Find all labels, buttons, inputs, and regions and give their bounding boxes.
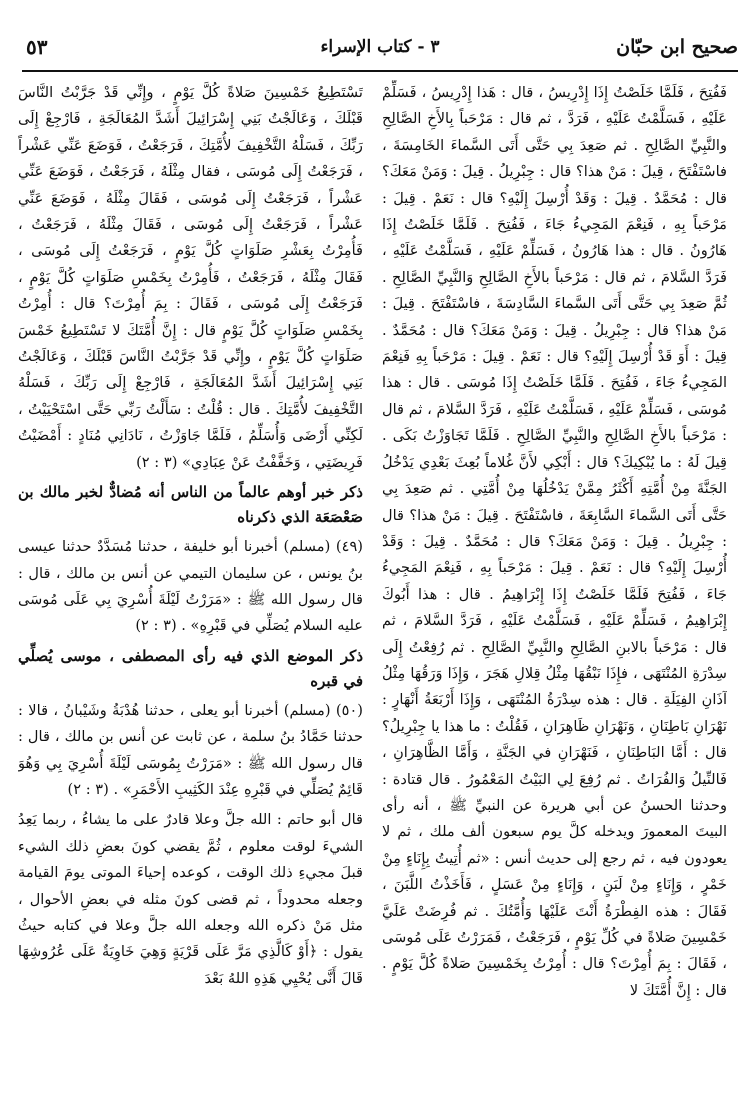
hadith-continuation-text: فَفُتِحَ ، فَلَمَّا خَلَصْتُ إِذَا إِدْرِيسُ ، قال : هَذا إِدْرِيسُ ، فَسَلِّمْ عَلَيْهِ ، فَسَلَّمْتُ عَلَيْهِ ، فَرَدَّ ، ثم قال : مَرْحَباً بِالأَخِ الصَّالِحِ والنَّبِيِّ الصَّالِحِ . ثم صَعِدَ بِي حَتَّى أَتَى السَّماءَ الخَامِسَةَ ، فاسْتَفْتَحَ ، قِيلَ : مَنْ هذا؟ قال : جِبْرِيلُ . قِيلَ : وَمَنْ مَعَكَ؟ قال : مُحَمَّدٌ . قِيلَ : وَقَدْ أُرْسِلَ إِلَيْهِ؟ قال : نَعَمْ . قِيلَ : مَرْحَباً بِهِ ، فَنِعْمَ المَجِيءُ جَاءَ ، فَفُتِحَ . فَلَمَّا خَلَصْتُ إِذَا هَارُونُ . قال : هذا هَارُونُ ، فَسَلِّمْ عَلَيْهِ ، فَسَلَّمْتُ عَلَيْهِ ، فَرَدَّ السَّلامَ ، ثم قال : مَرْحَباً بالأَخِ الصَّالِحِ وَالنَّبِيِّ الصَّالِحِ . ثُمَّ صَعِدَ بِي حَتَّى أَتَى السَّماءَ السَّادِسَةَ ، فاسْتَفْتَحَ . قِيلَ : مَنْ هذا؟ قال : جِبْرِيلُ . قِيلَ : وَمَنْ مَعَكَ؟ قال : مُحَمَّدٌ . قِيلَ : أَوَ قَدْ أُرْسِلَ إِلَيْهِ؟ قال : نَعَمْ . قِيلَ : مَرْحَباً بِهِ فَنِعْمَ المَجِيءُ جَاءَ ، فَفُتِحَ . فَلَمَّا خَلَصْتُ إِذَا مُوسَى . قال : هذا مُوسَى ، فَسَلِّمْ عَلَيْهِ ، فَسَلَّمْتُ عَلَيْهِ ، فَرَدَّ السَّلامَ ، ثم قال : مَرْحَباً بالأَخِ الصَّالِحِ والنَّبِيِّ الصَّالِحِ . فَلَمَّا تَجَاوَزْتُ بَكَى . قِيلَ لَهُ : ما يُبْكِيكَ؟ قال : أَبْكِي لأَنَّ غُلاماً بُعِثَ بَعْدِي يَدْخُلُ الجَنَّةَ مِنْ أُمَّتِهِ أَكْثَرُ مِمَّنْ يَدْخُلُهَا مِنْ أُمَّتِي . ثم صَعِدَ بِي حَتَّى أَتَى السَّماءَ السَّابِعَةَ ، فاسْتَفْتَحَ . قِيلَ : مَنْ هذا؟ قال : جِبْرِيلُ . قِيلَ : وَمَنْ مَعَكَ؟ قال : مُحَمَّدٌ . قِيلَ : وَقَدْ أُرْسِلَ إِلَيْهِ؟ قال : نَعَمْ . قِيلَ : مَرْحَباً بِهِ ، فَنِعْمَ المَجِيءُ جَاءَ ، فَفُتِحَ فَلَمَّا خَلَصْتُ إِذَا إِبْرَاهِيمُ . قال : هذا أَبُوكَ إِبْرَاهِيمُ ، فَسَلِّمْ عَلَيْهِ ، فَسَلَّمْتُ عَلَيْهِ ، فَرَدَّ السَّلامَ ، ثم قال : مَرْحَباً بالابنِ الصَّالِحِ والنَّبِيِّ الصَّالِحِ . ثم رُفِعْتُ إِلَى سِدْرَةِ المُنْتَهَى ، فإِذَا نَبْقُهَا مِثْلُ قِلالِ هَجَرَ ، وَإِذَا وَرَقُهَا مِثْلُ آذَانِ الفِيَلَةِ . قال : هذه سِدْرَةُ المُنْتَهَى ، وَإِذَا أَرْبَعَةُ أَنْهَارٍ : نَهْرَانِ بَاطِنَانِ ، وَنَهْرَانِ ظَاهِرَانِ ، فَقُلْتُ : ما هذا يا جِبْرِيلُ؟ قال : أَمَّا البَاطِنَانِ ، فَنَهْرَانِ في الجَنَّةِ ، وَأَمَّا الظَّاهِرَانِ ، فَالنِّيلُ وَالفُرَاتُ . ثم رُفِعَ لِي البَيْتُ المَعْمُورُ . قال قتادة : وحدثنا الحسنُ عن أبي هريرة عن النبيِّ ﷺ ، أنه رأى البيتَ المعمورَ ويدخله كلَّ يوم سبعون ألف ملك ، ثم لا يعودون فيه ، ثم رجع إلى حديث أنس : «ثم أُتِيتُ بِإِنَاءٍ مِنْ خَمْرٍ ، وَإِنَاءٍ مِنْ لَبَنٍ ، وَإِنَاءٍ مِنْ عَسَلٍ ، فَأَخَذْتُ اللَّبَنَ ، فَقَالَ : هذه الفِطْرَةُ أَنْتَ عَلَيْهَا وَأُمَّتُكَ . ثم فُرِضَتْ عَلَيَّ خَمْسِينَ صَلاةً في كُلِّ يَوْمٍ ، فَرَجَعْتُ ، فَمَرَرْتُ عَلَى مُوسَى ، فَقَالَ : بِمَ أُمِرْتَ؟ قال : أُمِرْتُ بِخَمْسِينَ صَلاةً كُلَّ يَوْمٍ . قال : إِنَّ أُمَّتَكَ لا (382, 84, 727, 999)
commentary-text: قال أبو حاتم : الله جلَّ وعلا قادرٌ على ما يشاءُ ، ربما يَعِدُ الشيءَ لوقت معلوم ، ثُمَّ يقضي كونَ بعضِ ذلك الشيء قبلَ مجيءِ ذلك الوقت ، كوعده إحياءَ الموتى يومَ القيامة وجعله محدوداً ، ثم قضى كونَ مثله في بعضِ الأحوال ، مثل مَنْ ذكره الله وجعله الله جلَّ وعلا في كتابه حيثُ يقول : ﴿أَوْ كَالَّذِي مَرَّ عَلَى قَرْيَةٍ وَهِيَ خَاوِيَةٌ عَلَى عُرُوشِهَا قَالَ أَنَّى يُحْيِي هَذِهِ اللهُ بَعْدَ (18, 811, 363, 987)
section-heading: ذكر خبر أوهم عالماً من الناس أنه مُضادٌّ لخبر مالك بن صَعْصَعَة الذي ذكرناه (18, 483, 363, 527)
left-text-column (18, 80, 363, 1090)
right-text-column (382, 80, 727, 1090)
hadith-49: (٤٩) (مسلم) أخبرنا أبو خليفة ، حدثنا مُسَدَّدٌ حدثنا عيسى بنُ يونس ، عن سليمان التيمي عن أنس بن مالك ، قال : قال رسول الله ﷺ : «مَرَرْتُ لَيْلَةَ أُسْرِيَ بِي عَلَى مُوسَى عليه السلام يُصَلِّي في قَبْرِهِ» . (٣ : ٢) (18, 538, 363, 635)
book-title: صحيح ابن حبّان (616, 36, 738, 58)
section-heading: ذكر الموضع الذي فيه رأى المصطفى ، موسى يُصلِّي في قبره (18, 646, 363, 690)
hadith-50: (٥٠) (مسلم) أخبرنا أبو يعلى ، حدثنا هُدْبَةُ وشَيْبانُ ، قالا : حدثنا حَمَّادُ بنُ سلمة ، عن ثابت عن أنس بن مالك ، قال : قال رسول الله ﷺ : «مَرَرْتُ بِمُوسَى لَيْلَةَ أُسْرِيَ بِي وَهُوَ قَائِمٌ يُصَلِّي في قَبْرِهِ عِنْدَ الكَثِيبِ الأَحْمَرِ» . (٣ : ٢) (18, 701, 363, 798)
page-header (22, 30, 738, 72)
hadith-conclusion-text: تَسْتَطِيعُ خَمْسِينَ صَلاةً كُلَّ يَوْمٍ ، وإِنِّي قَدْ جَرَّبْتُ النَّاسَ قَبْلَكَ ، وَعَالَجْتُ بَنِي إِسْرَائِيلَ أَشَدَّ المُعَالَجَةِ ، فَارْجِعْ إِلَى رَبِّكَ ، فَسَلْهُ التَّخْفِيفَ لأُمَّتِكَ ، فَرَجَعْتُ ، فَوَضَعَ عَنِّي عَشْراً ، فَرَجَعْتُ إِلَى مُوسَى ، فقال مِثْلَهُ ، فَرَجَعْتُ ، فَوَضَعَ عَنِّي عَشْراً ، فَرَجَعْتُ إِلَى مُوسَى ، فَقَالَ مِثْلَهُ ، فَوَضَعَ عَنِّي عَشْراً ، فَرَجَعْتُ إِلَى مُوسَى ، فَقَالَ مِثْلَهُ ، فَرَجَعْتُ ، فَأُمِرْتُ بِعَشْرِ صَلَوَاتٍ كُلَّ يَوْمٍ ، فَرَجَعْتُ إِلَى مُوسَى ، فَقَالَ مِثْلَهُ ، فَرَجَعْتُ ، فَأُمِرْتُ بِخَمْسِ صَلَوَاتٍ كُلَّ يَوْمٍ ، فَرَجَعْتُ إِلَى مُوسَى ، فَقَالَ : بِمَ أُمِرْتَ؟ قال : أُمِرْتُ بِخَمْسِ صَلَوَاتٍ كُلَّ يَوْمٍ قال : إِنَّ أُمَّتَكَ لا تَسْتَطِيعُ خَمْسَ صَلَوَاتٍ كُلَّ يَوْمٍ ، وإِنِّي قَدْ جَرَّبْتُ النَّاسَ قَبْلَكَ ، وَعَالَجْتُ بَنِي إِسْرَائِيلَ أَشَدَّ المُعَالَجَةِ ، فَارْجِعْ إِلَى رَبِّكَ ، فَسَلْهُ التَّخْفِيفَ لأُمَّتِكَ . قال : قُلْتُ : سَأَلْتُ رَبِّي حَتَّى اسْتَحْيَيْتُ ، لَكِنِّي أَرْضَى وَأُسَلِّمُ ، فَلَمَّا جَاوَزْتُ ، نَادَانِي مُنَادٍ : أَمْضَيْتُ فَرِيضَتِي ، وَخَفَّفْتُ عَنْ عِبَادِي» (٣ : ٢) (18, 84, 363, 471)
chapter-title: ٣ - كتاب الإسراء (320, 37, 440, 57)
page-number: ٥٣ (26, 35, 48, 59)
